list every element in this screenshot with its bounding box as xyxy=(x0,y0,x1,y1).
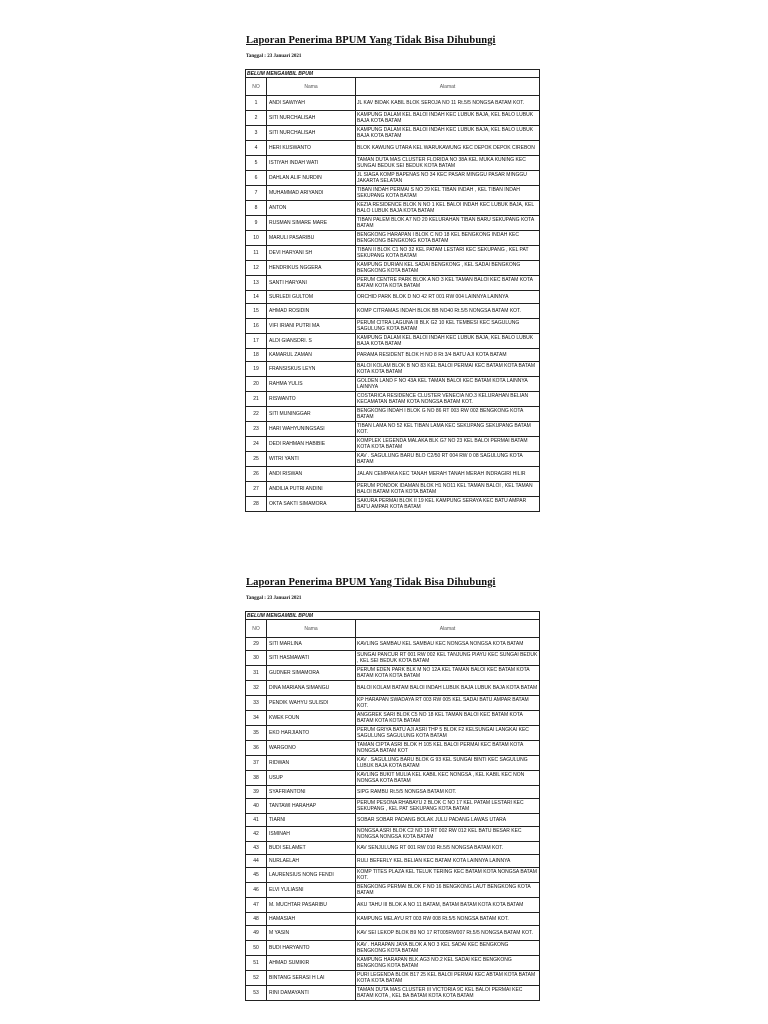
report-sheet-2 xyxy=(245,576,539,1001)
row-number: 25 xyxy=(246,452,267,467)
recipient-name: ISMINAH xyxy=(267,827,356,842)
table-row xyxy=(246,171,540,186)
row-number: 41 xyxy=(246,814,267,827)
recipient-address: JL SIAGA KOMP BAPENAS NO 34 KEC PASAR MINGGU PASAR MINGGU JAKARTA SELATAN xyxy=(356,171,540,186)
row-number: 29 xyxy=(246,638,267,651)
row-number: 11 xyxy=(246,246,267,261)
table-row xyxy=(246,666,540,681)
recipient-name: MUHAMMAD ARIYANDI xyxy=(267,186,356,201)
table-row xyxy=(246,898,540,913)
recipient-name: AHMAD ROSIDIN xyxy=(267,304,356,319)
table-row xyxy=(246,111,540,126)
table-row xyxy=(246,334,540,349)
table-row xyxy=(246,276,540,291)
row-number: 8 xyxy=(246,201,267,216)
table-row xyxy=(246,711,540,726)
row-number: 17 xyxy=(246,334,267,349)
table-row xyxy=(246,827,540,842)
table-row xyxy=(246,246,540,261)
row-number: 16 xyxy=(246,319,267,334)
recipient-name: VIFI IRIANI PUTRI MA xyxy=(267,319,356,334)
recipient-name: TIARNI xyxy=(267,814,356,827)
recipient-name: KWEK FOUN xyxy=(267,711,356,726)
recipient-address: AKU TAHU III BLOK A NO 11 BATAM, BATAM BATAM KOTA KOTA BATAM xyxy=(356,898,540,913)
row-number: 7 xyxy=(246,186,267,201)
recipient-name: MARULI PASARIBU xyxy=(267,231,356,246)
row-number: 30 xyxy=(246,651,267,666)
recipient-name: KAMARUL ZAMAN xyxy=(267,349,356,362)
row-number: 50 xyxy=(246,941,267,956)
table-row xyxy=(246,96,540,111)
table-row xyxy=(246,638,540,651)
row-number: 45 xyxy=(246,868,267,883)
report-date: Tanggal : 23 Januari 2021 xyxy=(246,54,302,59)
recipient-name: AHMAD SUMIKIR xyxy=(267,956,356,971)
recipient-name: M. MUCHTAR PASARIBU xyxy=(267,898,356,913)
recipient-address: PERUM CITRA LAGUNA III BLK G2 10 KEL TEMBESI KEC SAGULUNG SAGULUNG KOTA BATAM xyxy=(356,319,540,334)
row-number: 24 xyxy=(246,437,267,452)
recipient-address: SAKURA PERMAI BLOK II 19 KEL KAMPUNG SERAYA KEC BATU AMPAR BATU AMPAR KOTA BATAM xyxy=(356,497,540,512)
table-row xyxy=(246,913,540,926)
row-number: 49 xyxy=(246,926,267,941)
table-row xyxy=(246,349,540,362)
table-row xyxy=(246,437,540,452)
recipient-address: COSTARICA RESIDENCE CLUSTER VENECIA NO.3 KELURAHAN BELIAN KECAMATAN BATAM KOTA NONGSA BATAM KOT. xyxy=(356,392,540,407)
recipient-address: PERUM EDEN PARK BLK M NO 12A KEL TAMAN BALOI KEC BATAM KOTA BATAM KOTA KOTA BATAM xyxy=(356,666,540,681)
recipient-name: WITRI YANTI xyxy=(267,452,356,467)
row-number: 42 xyxy=(246,827,267,842)
row-number: 22 xyxy=(246,407,267,422)
table-row xyxy=(246,883,540,898)
recipient-address: JL KAV BIDAK KABIL BLOK SEROJA NO 11 Rt.5/5 NONGSA BATAM KOT. xyxy=(356,96,540,111)
recipient-address: KAVLING SAMBAU KEL SAMBAU KEC NONGSA NONGSA KOTA BATAM xyxy=(356,638,540,651)
recipient-address: TAMAN CIPTA ASRI BLOK H 105 KEL BALOI PERMAI KEC BATAM KOTA NONGSA BATAM KOT xyxy=(356,741,540,756)
recipient-address: RULI BEFERLY KEL BELIAN KEC BATAM KOTA LAINNYA LAINNYA xyxy=(356,855,540,868)
table-row xyxy=(246,467,540,482)
recipient-address: BENGKONG HARAPAN I BLOK C NO 18 KEL BENGKONG INDAH KEC BENGKONG BENGKONG KOTA BATAM xyxy=(356,231,540,246)
recipient-address: BALOI KOLAM BATAM BALOI INDAH LUBUK BAJA LUBUK BAJA KOTA BATAM xyxy=(356,681,540,696)
recipient-name: GUDNER SIMAMORA xyxy=(267,666,356,681)
recipient-address: KAMPUNG MELAYU RT 003 RW 008 Rt.5/5 NONGSA BATAM KOT. xyxy=(356,913,540,926)
column-header-no: NO xyxy=(246,620,267,638)
recipient-address: SIPG RAMBU Rt.5/5 NONGSA BATAM KOT. xyxy=(356,786,540,799)
row-number: 36 xyxy=(246,741,267,756)
table-row xyxy=(246,186,540,201)
recipient-name: PENDIK WAHYU SULISDI xyxy=(267,696,356,711)
recipient-address: ANGGREK SARI BLOK C5 NO 18 KEL TAMAN BALOI KEC BATAM KOTA BATAM KOTA KOTA BATAM xyxy=(356,711,540,726)
recipient-name: RUSMAN SIMARE MARE xyxy=(267,216,356,231)
recipient-address: KAV . SAGULUNG BARU BLOK G 93 KEL SUNGAI BINTI KEC SAGULUNG LUBUK BAJA KOTA BATAM xyxy=(356,756,540,771)
recipient-name: SITI MARLINA xyxy=(267,638,356,651)
recipient-address: PURI LEGENDA BLOK B17 25 KEL BALOI PERMAI KEC ABTAM KOTA BATAM KOTA KOTA BATAM xyxy=(356,971,540,986)
table-row xyxy=(246,855,540,868)
table-row xyxy=(246,741,540,756)
recipient-address: BLOK KAWUNG UTARA KEL WARUKAWUNG KEC DEPOK DEPOK CIREBON xyxy=(356,141,540,156)
table-row xyxy=(246,482,540,497)
row-number: 21 xyxy=(246,392,267,407)
table-row xyxy=(246,926,540,941)
recipient-address: TIBAN PALEM BLOK A7 NO 20 KELURAHAN TIBAN BARU SEKUPANG KOTA BATAM xyxy=(356,216,540,231)
table-row xyxy=(246,156,540,171)
recipient-name: ANDI SAWIYAH xyxy=(267,96,356,111)
column-header-address: Alamat xyxy=(356,620,540,638)
table-row xyxy=(246,231,540,246)
row-number: 53 xyxy=(246,986,267,1001)
row-number: 27 xyxy=(246,482,267,497)
recipient-address: PERUM PESONA RHABAYU 2 BLOK C NO 17 KEL PATAM LESTARI KEC SEKUPANG , KEL PAT SEKUPANG KOTA BATAM xyxy=(356,799,540,814)
recipient-address: NONGSA ASRI BLOK C2 NO 19 RT 002 RW 012 KEL BATU BESAR KEC NONGSA NONGSA KOTA BATAM xyxy=(356,827,540,842)
recipients-table-body xyxy=(246,612,540,1001)
recipient-name: ANDILIA PUTRI ANDINI xyxy=(267,482,356,497)
table-row xyxy=(246,842,540,855)
recipient-address: KAMPUNG DALAM KEL BALOI INDAH KEC LUBUK BAJA, KEL BALO LUBUK BAJA KOTA BATAM xyxy=(356,111,540,126)
table-row xyxy=(246,651,540,666)
table-row xyxy=(246,771,540,786)
row-number: 2 xyxy=(246,111,267,126)
recipient-name: ELVI YULIASNI xyxy=(267,883,356,898)
row-number: 31 xyxy=(246,666,267,681)
table-row xyxy=(246,681,540,696)
row-number: 20 xyxy=(246,377,267,392)
recipient-name: OKTA SAKTI SIMAMORA xyxy=(267,497,356,512)
report-sheet-1 xyxy=(245,34,539,512)
row-number: 14 xyxy=(246,291,267,304)
table-row xyxy=(246,362,540,377)
column-header-name: Nama xyxy=(267,620,356,638)
row-number: 37 xyxy=(246,756,267,771)
row-number: 6 xyxy=(246,171,267,186)
recipient-address: TAMAN DUTA MAS CLUSTER FLORIDA NO 38A KEL MUKA KUNING KEC SUNGAI BEDUK SEI BEDUK KOTA BATAM xyxy=(356,156,540,171)
recipients-table-body xyxy=(246,70,540,512)
recipient-name: SITI NURCHALISAH xyxy=(267,126,356,141)
recipient-name: RISWANTO xyxy=(267,392,356,407)
recipients-table xyxy=(245,611,540,1001)
recipient-address: KAV SEI LEKOP BLOK B9 NO 17 RT005RW007 Rt.5/5 NONGSA BATAM KOT. xyxy=(356,926,540,941)
row-number: 12 xyxy=(246,261,267,276)
recipient-address: ORCHID PARK BLOK D NO 42 RT 001 RW 004 LAINNYA LAINNYA xyxy=(356,291,540,304)
table-row xyxy=(246,971,540,986)
table-row xyxy=(246,868,540,883)
column-header-no: NO xyxy=(246,78,267,96)
recipient-name: WARGONO xyxy=(267,741,356,756)
recipient-address: KAMPUNG DURIAN KEL SADAI BENGKONG , KEL SADAI BENGKONG BENGKONG KOTA BATAM xyxy=(356,261,540,276)
table-row xyxy=(246,726,540,741)
row-number: 23 xyxy=(246,422,267,437)
recipient-name: DINA MARIANA SIMANGU xyxy=(267,681,356,696)
column-header-row xyxy=(246,620,540,638)
row-number: 18 xyxy=(246,349,267,362)
row-number: 47 xyxy=(246,898,267,913)
report-title: Laporan Penerima BPUM Yang Tidak Bisa Dihubungi xyxy=(246,577,496,588)
report-title: Laporan Penerima BPUM Yang Tidak Bisa Dihubungi xyxy=(246,35,496,46)
recipient-name: RINI DAMAYANTI xyxy=(267,986,356,1001)
row-number: 10 xyxy=(246,231,267,246)
table-row xyxy=(246,216,540,231)
row-number: 51 xyxy=(246,956,267,971)
row-number: 40 xyxy=(246,799,267,814)
recipient-name: USUP xyxy=(267,771,356,786)
table-row xyxy=(246,201,540,216)
recipient-address: KAMPUNG HARAPAN BLK.AG3 NO.2 KEL SADAI KEC BENGKONG BENGKONG KOTA BATAM xyxy=(356,956,540,971)
row-number: 33 xyxy=(246,696,267,711)
table-row xyxy=(246,392,540,407)
row-number: 4 xyxy=(246,141,267,156)
recipient-address: KAVLING BUKIT MULIA KEL KABIL KEC NONGSA , KEL KABIL KEC NON NONGSA KOTA BATAM xyxy=(356,771,540,786)
recipient-address: BALOI KOLAM BLOK B NO 83 KEL BALOI PERMAI KEC BATAM KOTA BATAM KOTA KOTA BATAM xyxy=(356,362,540,377)
recipient-name: BUDI SELAMET xyxy=(267,842,356,855)
section-label: BELUM MENGAMBIL BPUM xyxy=(246,612,540,620)
row-number: 38 xyxy=(246,771,267,786)
recipient-address: SUNGAI PANCUR RT 001 RW 002 KEL TANJUNG PIAYU KEC SUNGAI BEDUK , KEL SEI BEDUK KOTA BATAM xyxy=(356,651,540,666)
table-row xyxy=(246,696,540,711)
recipient-address: KAMPUNG DALAM KEL BALOI INDAH KEC LUBUK BAJA, KEL BALO LUBUK BAJA KOTA BATAM xyxy=(356,126,540,141)
recipient-name: SANTI HARYANI xyxy=(267,276,356,291)
table-row xyxy=(246,261,540,276)
recipient-address: TAMAN DUTA MAS CLUSTER III VICTORIA 9C KEL BALOI PERMAI KEC BATAM KOTA , KEL BA BATAM KOTA KOTA BATAM xyxy=(356,986,540,1001)
recipient-address: PARAMA RESIDENT BLOK H NO 8 Rt 3/4 BATU AJI KOTA BATAM xyxy=(356,349,540,362)
table-row xyxy=(246,452,540,467)
recipient-name: SITI NURCHALISAH xyxy=(267,111,356,126)
row-number: 48 xyxy=(246,913,267,926)
section-header-row xyxy=(246,612,540,620)
row-number: 35 xyxy=(246,726,267,741)
row-number: 5 xyxy=(246,156,267,171)
recipient-name: ANTON xyxy=(267,201,356,216)
recipient-name: HARI WAHYUNINGSASI xyxy=(267,422,356,437)
row-number: 3 xyxy=(246,126,267,141)
recipient-name: ALDI GIANSDRI. S xyxy=(267,334,356,349)
recipient-address: KAV . HARAPAN JAYA BLOK A NO 3 KEL SADAI KEC BENGKONG BENGKONG KOTA BATAM xyxy=(356,941,540,956)
table-row xyxy=(246,799,540,814)
column-header-row xyxy=(246,78,540,96)
row-number: 52 xyxy=(246,971,267,986)
row-number: 13 xyxy=(246,276,267,291)
section-label: BELUM MENGAMBIL BPUM xyxy=(246,70,540,78)
table-row xyxy=(246,141,540,156)
recipient-name: SURLEDI GULTOM xyxy=(267,291,356,304)
table-row xyxy=(246,319,540,334)
recipient-address: KP HARAPAN SWADAYA RT 003 RW 005 KEL SADAI BATU AMPAR BATAM KOT. xyxy=(356,696,540,711)
recipient-name: BUDI HARYANTO xyxy=(267,941,356,956)
recipient-name: RAHMA YULIS xyxy=(267,377,356,392)
table-row xyxy=(246,786,540,799)
recipient-name: EKO HARJIANTO xyxy=(267,726,356,741)
recipient-name: FRANSISKUS LEYN xyxy=(267,362,356,377)
recipient-address: KAV SENJULUNG RT 001 RW 010 Rt.5/5 NONGSA BATAM KOT. xyxy=(356,842,540,855)
recipient-name: HERI KUSWANTO xyxy=(267,141,356,156)
recipient-name: M YASIN xyxy=(267,926,356,941)
table-row xyxy=(246,407,540,422)
recipient-name: ANDI RISWAN xyxy=(267,467,356,482)
table-row xyxy=(246,814,540,827)
recipient-address: TIBAN II BLOK C1 NO 32 KEL PATAM LESTARI KEC SEKUPANG , KEL PAT SEKUPANG KOTA BATAM xyxy=(356,246,540,261)
row-number: 1 xyxy=(246,96,267,111)
recipient-name: RIDWAN xyxy=(267,756,356,771)
recipient-address: KAV . SAGULUNG BARU BLO C2/50 RT 004 RW 0 08 SAGULUNG KOTA BATAM xyxy=(356,452,540,467)
row-number: 44 xyxy=(246,855,267,868)
recipient-address: BENGKONG INDAH I BLOK G NO 86 RT 003 RW 002 BENGKONG KOTA BATAM xyxy=(356,407,540,422)
recipient-name: TANTAWI HARAHAP xyxy=(267,799,356,814)
recipient-name: SYAFRIANTONI xyxy=(267,786,356,799)
recipient-address: TIBAN INDAH PERMAI S NO 29 KEL TIBAN INDAH , KEL TIBAN INDAH SEKUPANG KOTA BATAM xyxy=(356,186,540,201)
recipient-address: BENGKONG PERMAI BLOK F NO 16 BENGKONG LAUT BENGKONG KOTA BATAM xyxy=(356,883,540,898)
recipient-name: ISTIYAH INDAH WATI xyxy=(267,156,356,171)
recipient-name: SITI HASMAWATI xyxy=(267,651,356,666)
table-row xyxy=(246,497,540,512)
table-row xyxy=(246,422,540,437)
table-row xyxy=(246,126,540,141)
recipient-name: DEDI RAHMAN HABIBIE xyxy=(267,437,356,452)
recipient-name: LAURENSIUS NONG FENDI xyxy=(267,868,356,883)
row-number: 39 xyxy=(246,786,267,799)
recipient-address: PERUM PONDOK IDAMAN BLOK H1 NO11 KEL TAMAN BALOI , KEL TAMAN BALOI BATAM KOTA KOTA BATAM xyxy=(356,482,540,497)
recipient-name: SITI MUNINGGAR xyxy=(267,407,356,422)
column-header-address: Alamat xyxy=(356,78,540,96)
recipient-address: SOBAR SOBAR PADANG BOLAK JULU PADANG LAWAS UTARA xyxy=(356,814,540,827)
row-number: 34 xyxy=(246,711,267,726)
row-number: 19 xyxy=(246,362,267,377)
recipient-name: HENDRIKUS NGGERA xyxy=(267,261,356,276)
table-row xyxy=(246,756,540,771)
recipient-address: KOMPLEK LEGENDA MALAKA BLK G7 NO 23 KEL BALOI PERMAI BATAM KOTA KOTA BATAM xyxy=(356,437,540,452)
section-header-row xyxy=(246,70,540,78)
recipient-address: PERUM GRIYA BATU AJI ASRI THP 5 BLOK F2 KELSUNGAI LANGKAI KEC SAGULUNG SAGULUNG KOTA BATAM xyxy=(356,726,540,741)
recipient-name: DEVI HARYANI SH xyxy=(267,246,356,261)
recipient-address: KOMP CITRAMAS INDAH BLOK BB NO40 Rt.5/5 NONGSA BATAM KOT. xyxy=(356,304,540,319)
table-row xyxy=(246,377,540,392)
table-row xyxy=(246,986,540,1001)
recipient-address: KOMP TITES PLAZA KEL TELUK TERING KEC BATAM KOTA NONGSA BATAM KOT. xyxy=(356,868,540,883)
recipient-name: NURLAELAH xyxy=(267,855,356,868)
row-number: 15 xyxy=(246,304,267,319)
row-number: 28 xyxy=(246,497,267,512)
recipient-name: BINTANG SERASI H LAI xyxy=(267,971,356,986)
recipient-address: KAMPUNG DALAM KEL BALOI INDAH KEC LUBUK BAJA, KEL BALO LUBUK BAJA KOTA BATAM xyxy=(356,334,540,349)
row-number: 43 xyxy=(246,842,267,855)
recipient-address: JALAN CEMPAKA KEC TANAH MERAH TANAH MERAH INDRAGIRI HILIR xyxy=(356,467,540,482)
recipient-address: PERUM CENTRE PARK BLOK A NO 3 KEL TAMAN BALOI KEC BATAM KOTA BATAM KOTA KOTA BATAM xyxy=(356,276,540,291)
recipient-name: DAHLAN ALIF NURDIN xyxy=(267,171,356,186)
column-header-name: Nama xyxy=(267,78,356,96)
recipient-address: KEZIA RESIDENCE BLOK N NO 1 KEL BALOI INDAH KEC LUBUK BAJA, KEL BALO LUBUK BAJA KOTA BATAM xyxy=(356,201,540,216)
recipients-table xyxy=(245,69,540,512)
table-row xyxy=(246,956,540,971)
table-row xyxy=(246,304,540,319)
row-number: 46 xyxy=(246,883,267,898)
recipient-name: HAMASIAH xyxy=(267,913,356,926)
row-number: 9 xyxy=(246,216,267,231)
recipient-address: GOLDEN LAND F NO 43A KEL TAMAN BALOI KEC BATAM KOTA LAINNYA LAINNYA xyxy=(356,377,540,392)
table-row xyxy=(246,941,540,956)
report-date: Tanggal : 23 Januari 2021 xyxy=(246,596,302,601)
table-row xyxy=(246,291,540,304)
row-number: 32 xyxy=(246,681,267,696)
recipient-address: TIBAN LAMA NO 52 KEL TIBAN LAMA KEC SEKUPANG SEKUPANG BATAM KOT. xyxy=(356,422,540,437)
row-number: 26 xyxy=(246,467,267,482)
